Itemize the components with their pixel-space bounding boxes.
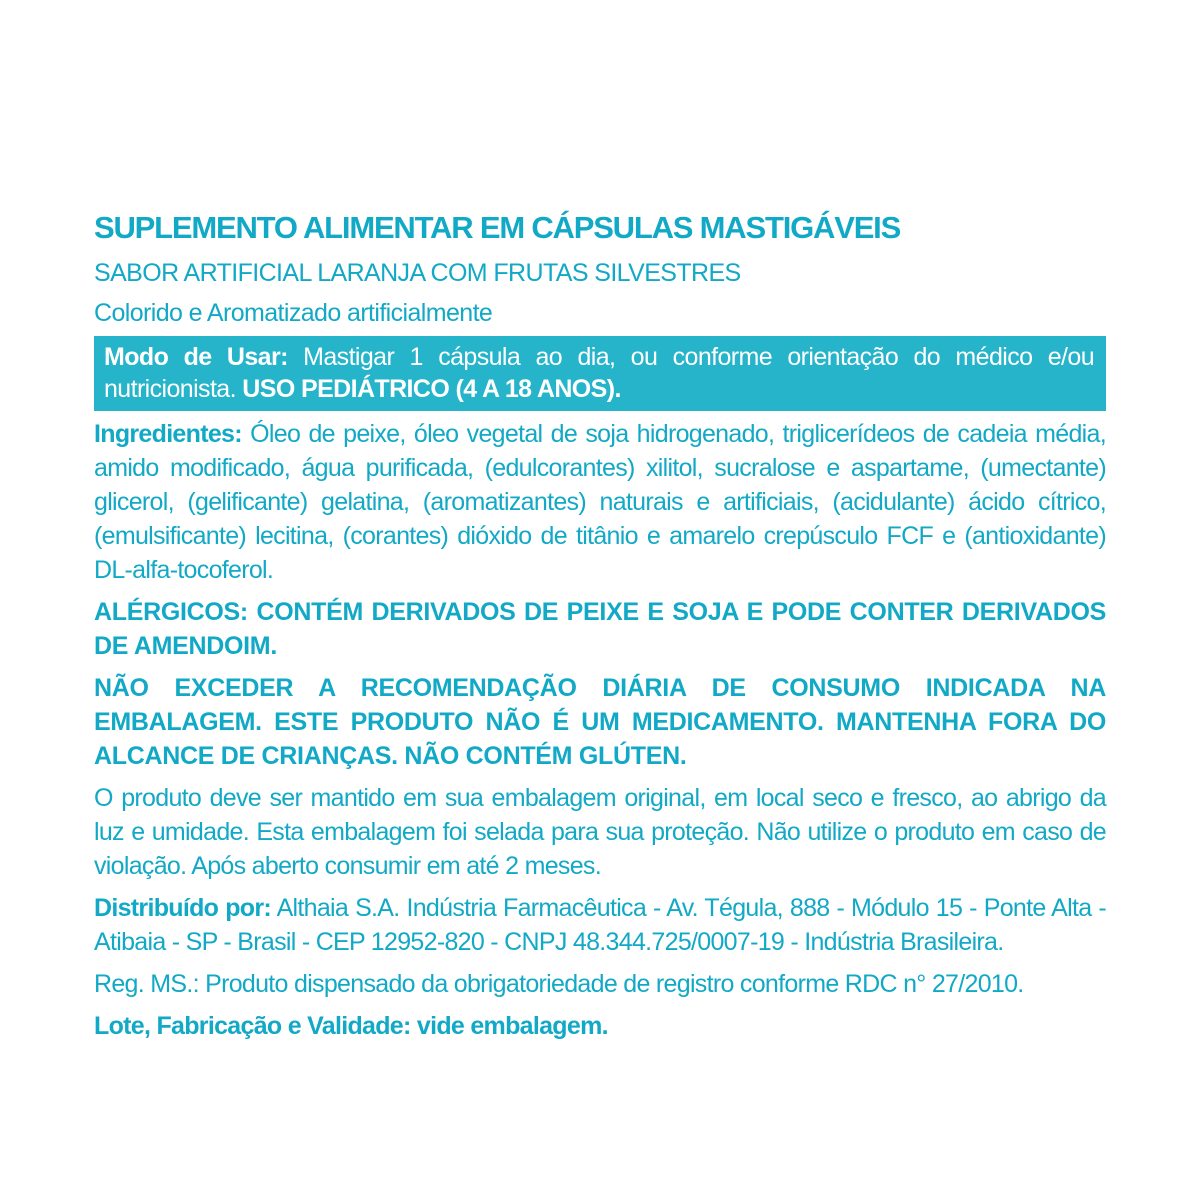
storage-instructions: O produto deve ser mantido em sua embalagem original, em local seco e fresco, ao abrigo da luz e umidade. Esta embalagem foi selada para sua proteção. Não utilize o produto em caso de violação. Após aberto consumir em até 2 meses. <box>94 784 1106 880</box>
coloring-note: Colorido e Aromatizado artificialmente <box>94 299 493 327</box>
consumption-warning: NÃO EXCEDER A RECOMENDAÇÃO DIÁRIA DE CONSUMO INDICADA NA EMBALAGEM. ESTE PRODUTO NÃO É UM MEDICAMENTO. MANTENHA FORA DO ALCANCE DE CRIANÇAS. NÃO CONTÉM GLÚTEN. <box>94 674 1106 770</box>
pediatric-use-note: USO PEDIÁTRICO (4 A 18 ANOS). <box>242 375 621 403</box>
distributor-text: Althaia S.A. Indústria Farmacêutica - Av. Tégula, 888 - Módulo 15 - Ponte Alta - Atibaia - SP - Brasil - CEP 12952-820 - CNPJ 48.344.725/0007-19 - Indústria Brasileira. <box>94 894 1106 956</box>
product-title: SUPLEMENTO ALIMENTAR EM CÁPSULAS MASTIGÁVEIS <box>94 210 901 245</box>
batch-info: Lote, Fabricação e Validade: vide embalagem. <box>94 1012 608 1040</box>
supplement-label-text <box>94 206 1106 1043</box>
usage-text: Mastigar 1 cápsula ao dia, ou conforme orientação do médico e/ou nutricionista. <box>104 343 1094 403</box>
ingredients-paragraph <box>94 417 1106 587</box>
allergen-warning: ALÉRGICOS: CONTÉM DERIVADOS DE PEIXE E SOJA E PODE CONTER DERIVADOS DE AMENDOIM. <box>94 598 1106 660</box>
usage-instructions-band <box>94 336 1106 411</box>
flavor-line: SABOR ARTIFICIAL LARANJA COM FRUTAS SILVESTRES <box>94 259 741 287</box>
distributor-paragraph <box>94 891 1106 959</box>
ingredients-label: Ingredientes: <box>94 420 242 448</box>
ingredients-text: Óleo de peixe, óleo vegetal de soja hidrogenado, triglicerídeos de cadeia média, amido modificado, água purificada, (edulcorantes) xilitol, sucralose e aspartame, (umectante) glicerol, (gelificante) gelatina, (aromatizantes) naturais e artificiais, (acidulante) ácido cítrico, (emulsificante) lecitina, (corantes) dióxido de titânio e amarelo crepúsculo FCF e (antioxidante) DL-alfa-tocoferol. <box>94 420 1106 584</box>
registration-note: Reg. MS.: Produto dispensado da obrigatoriedade de registro conforme RDC n° 27/2010. <box>94 970 1024 998</box>
usage-label: Modo de Usar: <box>104 343 288 371</box>
distributor-label: Distribuído por: <box>94 894 271 922</box>
